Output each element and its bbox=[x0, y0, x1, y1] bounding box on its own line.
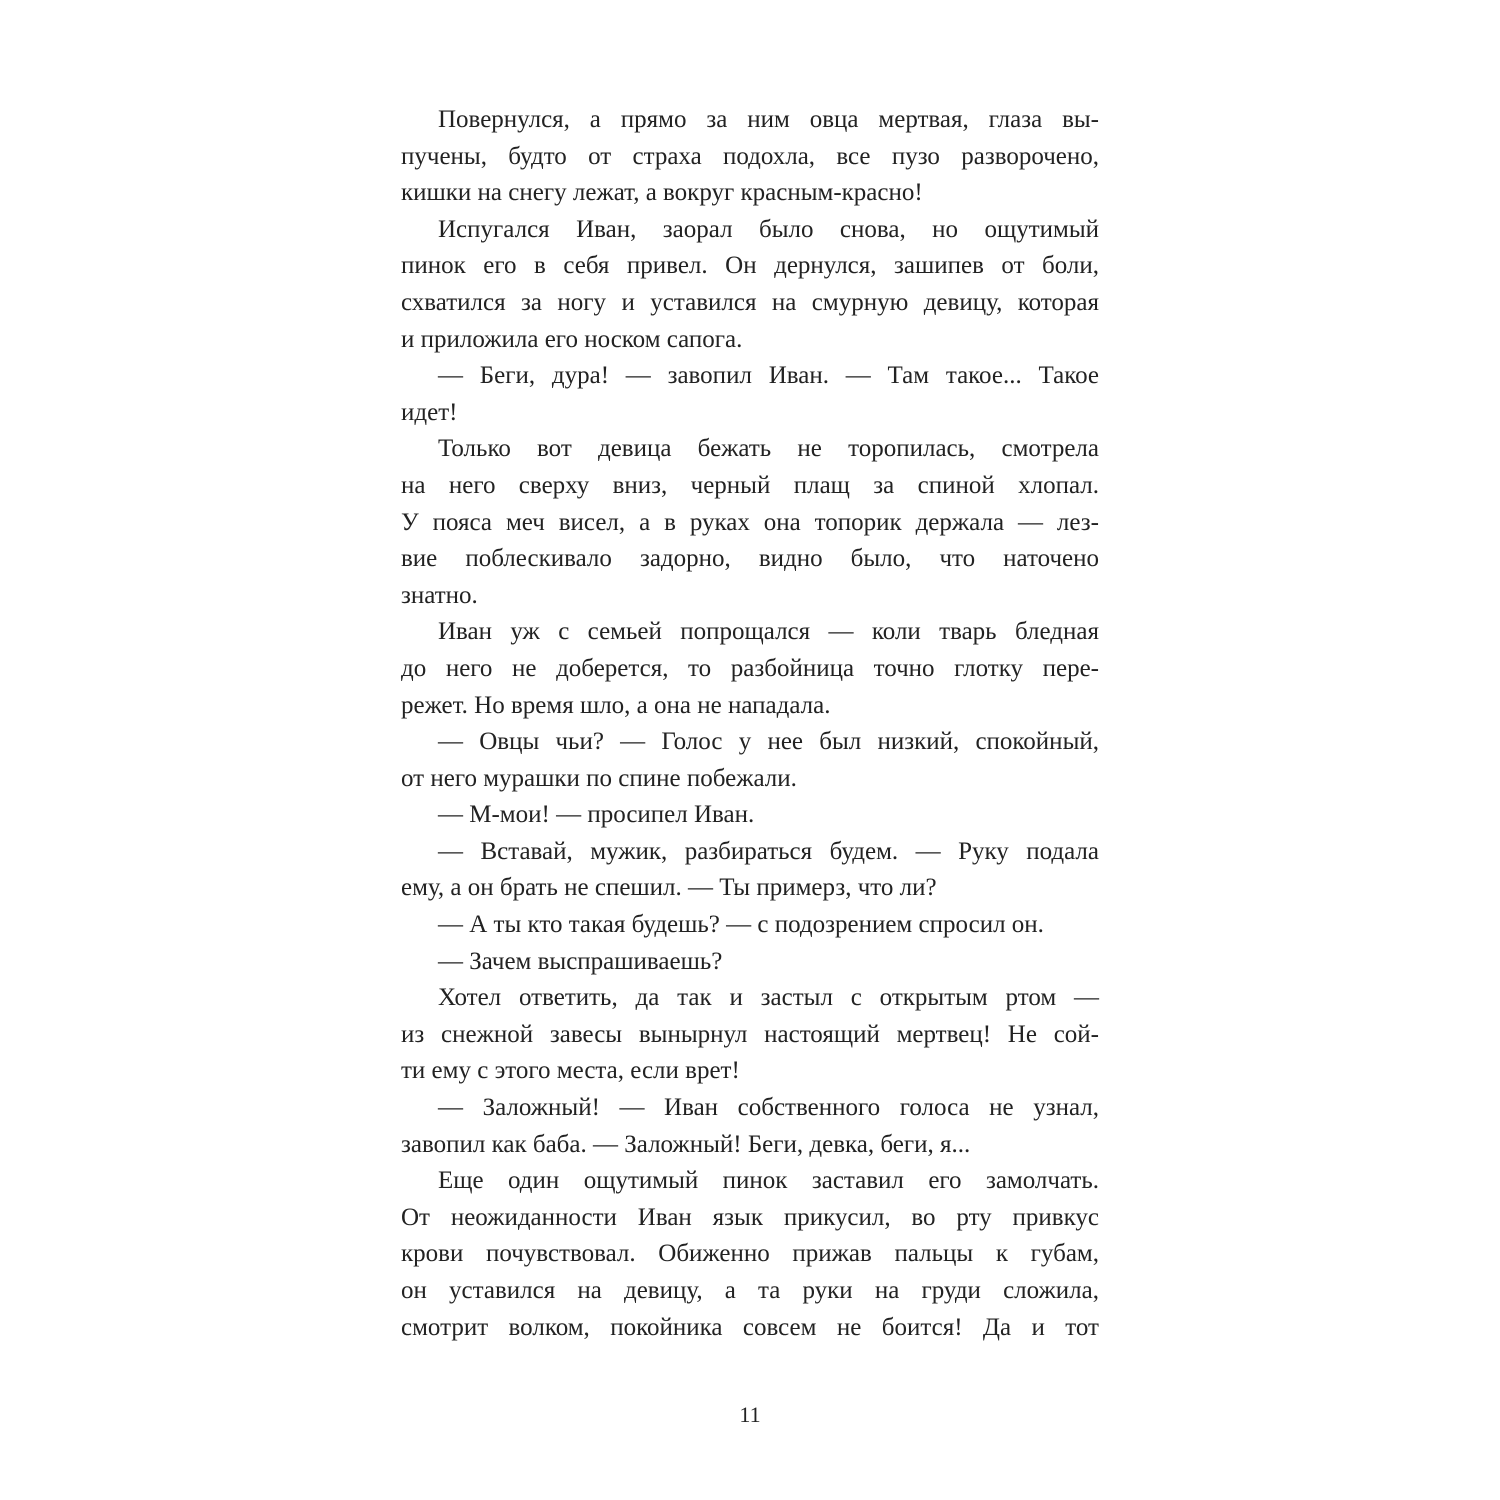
text-line: крови почувствовал. Обиженно прижав пальцы к губам, bbox=[401, 1240, 1099, 1268]
text-line: схватился за ногу и уставился на смурную девицу, которая bbox=[401, 288, 1099, 316]
text-line: Иван уж с семьей попрощался — коли тварь бледная bbox=[438, 618, 1099, 646]
text-line: — Заложный! — Иван собственного голоса не узнал, bbox=[438, 1094, 1099, 1122]
text-line: — Беги, дура! — завопил Иван. — Там такое... Такое bbox=[438, 362, 1099, 390]
text-line: — М-мои! — просипел Иван. bbox=[438, 801, 755, 829]
text-line: пучены, будто от страха подохла, все пузо разворочено, bbox=[401, 142, 1099, 170]
text-line: Хотел ответить, да так и застыл с открытым ртом — bbox=[438, 984, 1099, 1012]
text-line: он уставился на девицу, а та руки на груди сложила, bbox=[401, 1277, 1099, 1304]
text-line: знатно. bbox=[401, 581, 478, 609]
text-line: От неожиданности Иван язык прикусил, во рту привкус bbox=[401, 1203, 1099, 1231]
text-line: на него сверху вниз, черный плащ за спиной хлопал. bbox=[401, 471, 1099, 499]
text-line: идет! bbox=[401, 398, 458, 426]
text-line: ти ему с этого места, если врет! bbox=[401, 1057, 740, 1085]
text-line: до него не доберется, то разбойница точно глотку пере- bbox=[401, 654, 1099, 682]
text-line: Только вот девица бежать не торопилась, смотрела bbox=[438, 435, 1099, 463]
text-line: вие поблескивало задорно, видно было, что наточено bbox=[401, 545, 1099, 573]
text-line: Еще один ощутимый пинок заставил его замолчать. bbox=[438, 1167, 1099, 1195]
text-line: режет. Но время шло, а она не нападала. bbox=[401, 691, 831, 719]
text-line: У пояса меч висел, а в руках она топорик держала — лез- bbox=[401, 508, 1099, 536]
text-line: смотрит волком, покойника совсем не боится! Да и тот bbox=[401, 1313, 1099, 1341]
text-line: кишки на снегу лежат, а вокруг красным-красно! bbox=[401, 179, 923, 207]
text-line: — Зачем выспрашиваешь? bbox=[438, 947, 723, 975]
text-line: — А ты кто такая будешь? — с подозрением спросил он. bbox=[438, 911, 1044, 939]
text-line: ему, а он брать не спешил. — Ты примерз, что ли? bbox=[401, 874, 937, 902]
text-line: из снежной завесы вынырнул настоящий мертвец! Не сой- bbox=[401, 1020, 1099, 1048]
text-line: завопил как баба. — Заложный! Беги, девка, беги, я... bbox=[401, 1130, 971, 1158]
body-text bbox=[401, 102, 1099, 1346]
text-line: — Овцы чьи? — Голос у нее был низкий, спокойный, bbox=[438, 728, 1099, 756]
text-line: Повернулся, а прямо за ним овца мертвая, глаза вы- bbox=[438, 106, 1099, 133]
text-line: и приложила его носком сапога. bbox=[401, 325, 743, 353]
text-line: Испугался Иван, заорал было снова, но ощутимый bbox=[438, 215, 1099, 243]
text-line: пинок его в себя привел. Он дернулся, зашипев от боли, bbox=[401, 252, 1099, 280]
text-line: от него мурашки по спине побежали. bbox=[401, 764, 797, 792]
text-line: — Вставай, мужик, разбираться будем. — Руку подала bbox=[438, 837, 1099, 865]
page-number: 11 bbox=[739, 1402, 761, 1427]
